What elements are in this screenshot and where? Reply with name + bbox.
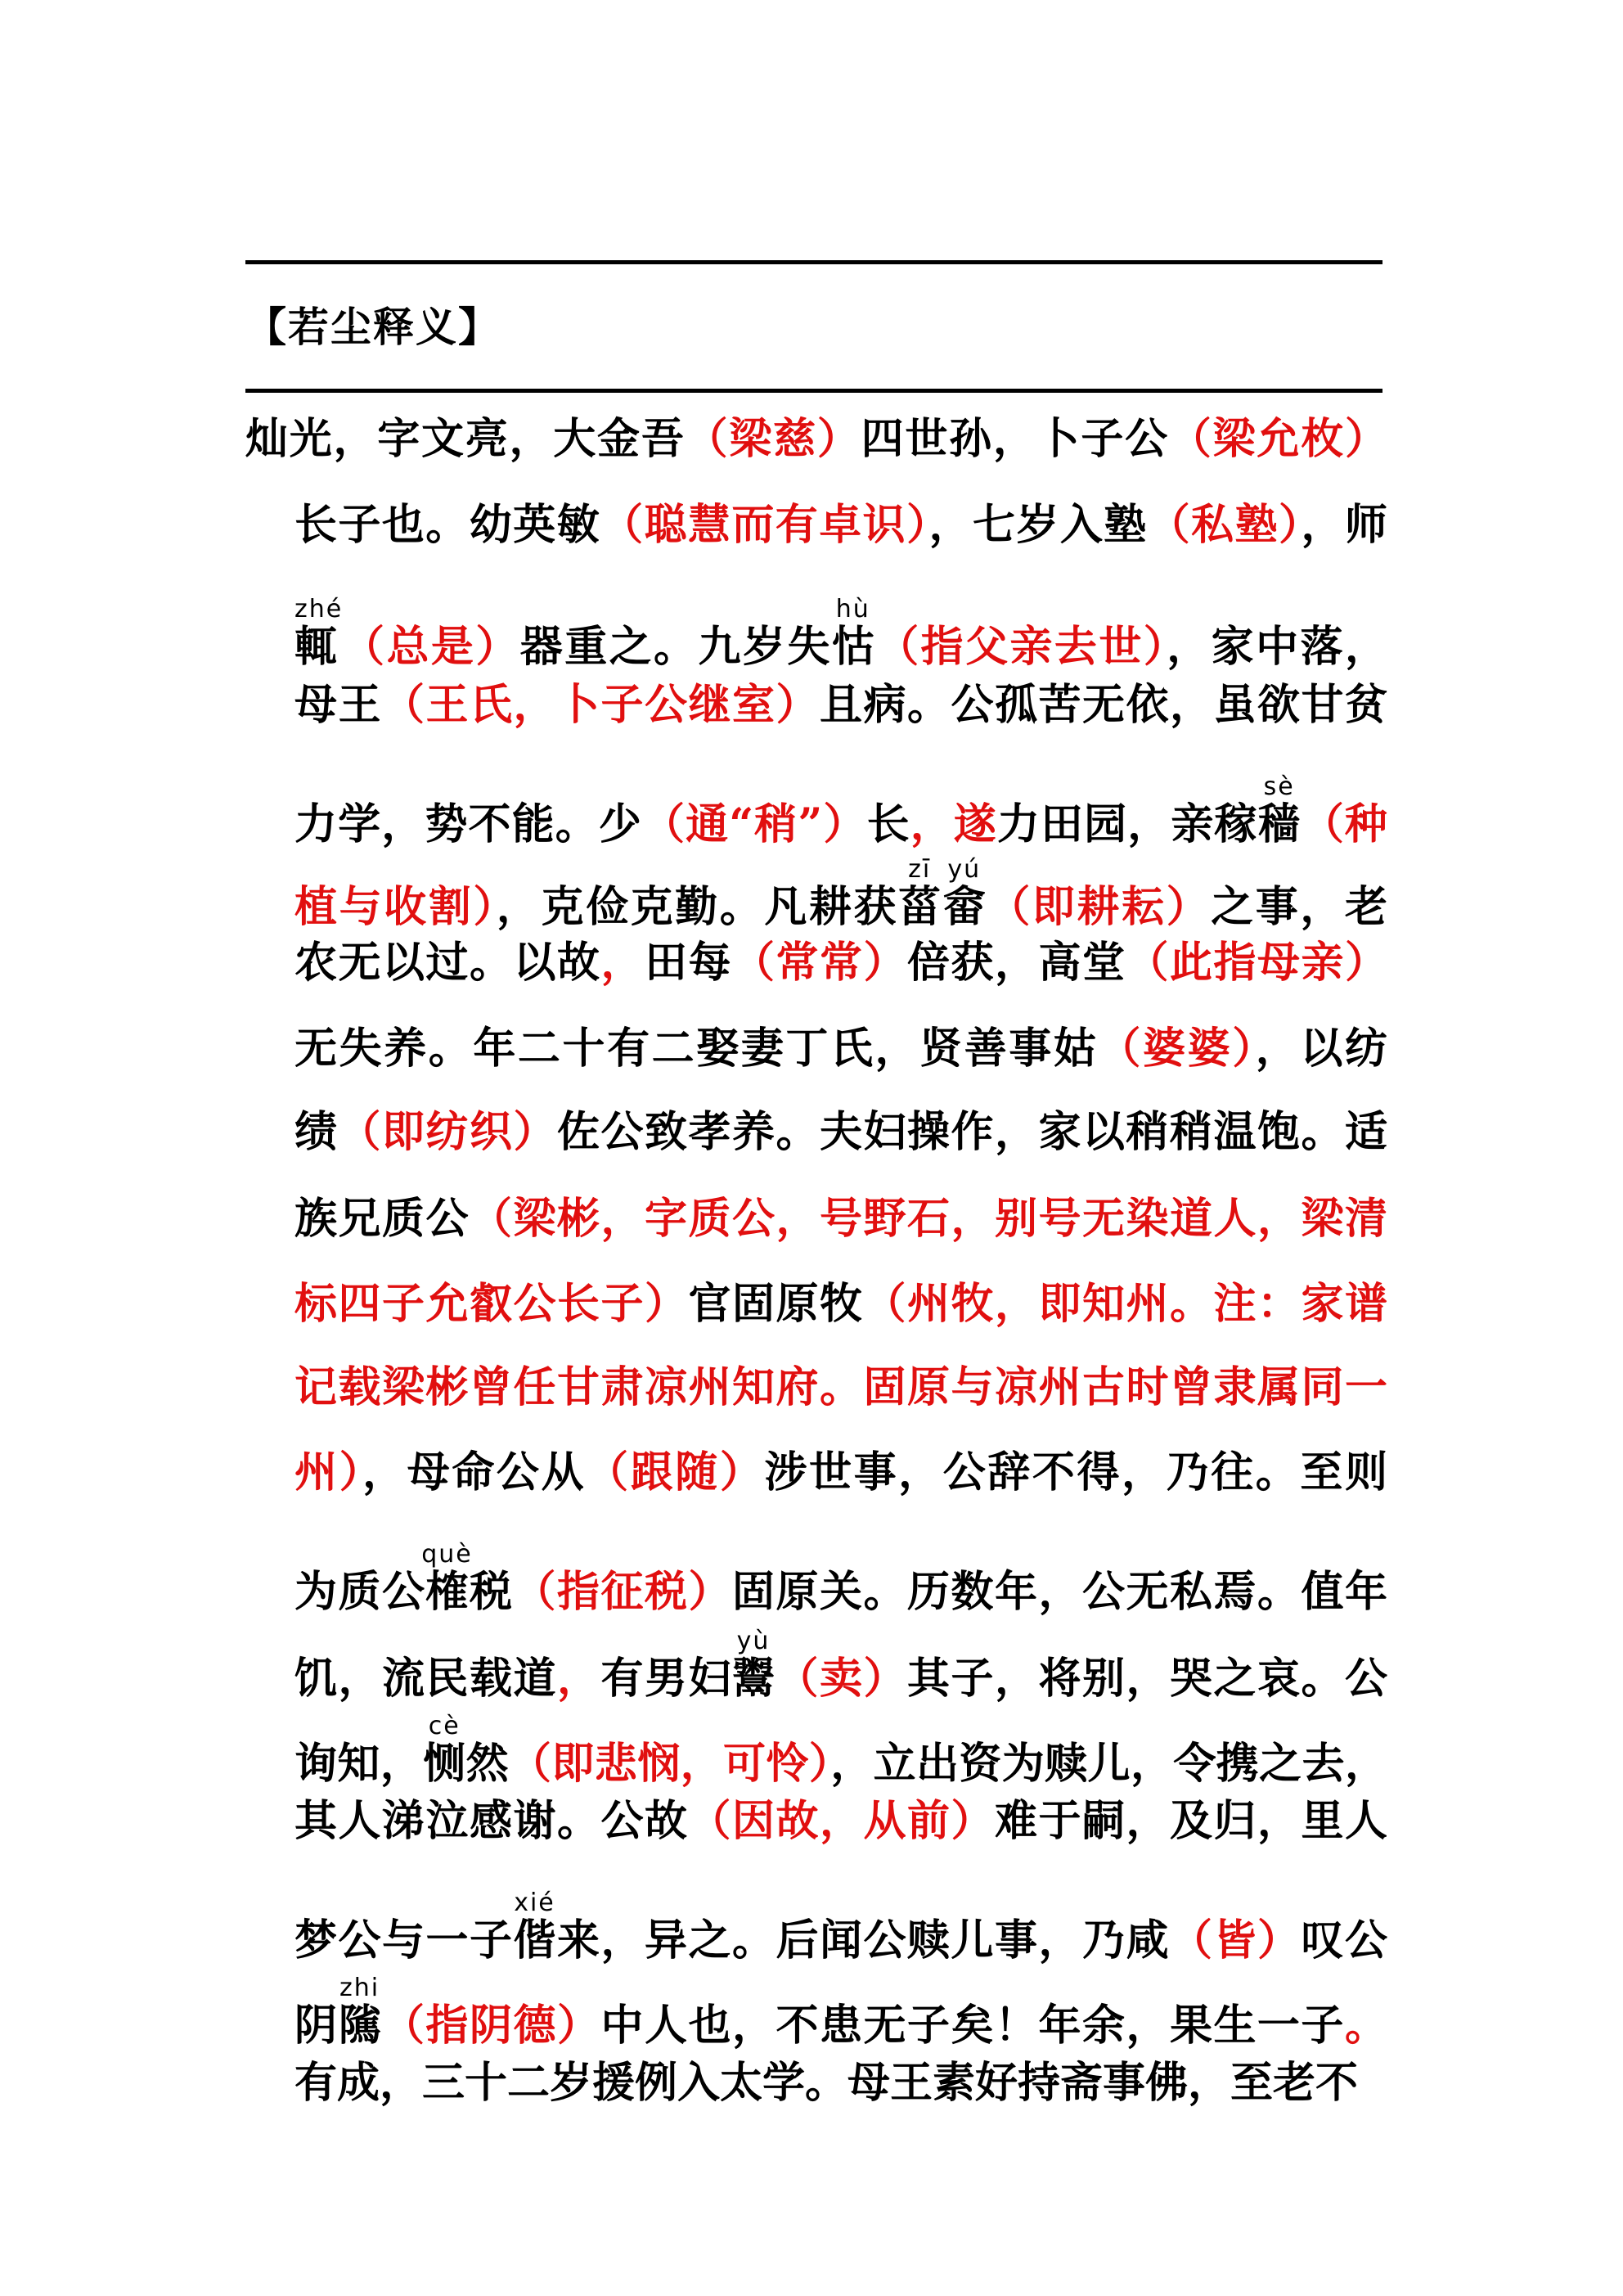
pinyin-annotation: xié xyxy=(513,1889,556,1917)
ruby-base: 怙 xyxy=(831,622,877,672)
ruby-base: 菑 xyxy=(898,882,943,932)
ruby-char xyxy=(423,1712,466,1789)
body-segment: 田每 xyxy=(644,938,732,988)
annotation-text: （即悲悯，可怜） xyxy=(509,1739,831,1789)
pinyin-annotation: yú xyxy=(942,855,986,884)
ruby-char xyxy=(513,1889,557,1965)
ruby-char xyxy=(942,855,988,932)
body-segment: 饥，流民载道 xyxy=(294,1654,557,1704)
body-segment: 农无以过。以故 xyxy=(294,938,601,988)
ruby-char xyxy=(831,595,877,672)
annotation-text: （因故，从前） xyxy=(688,1796,995,1846)
body-segment: 器重之。九岁失 xyxy=(519,622,832,672)
annotation-text: （总是） xyxy=(339,622,520,672)
annotation-text: （梁彬，字质公，号野石，别号无染道人，梁清 xyxy=(470,1194,1387,1244)
ruby-base: 偕 xyxy=(513,1916,557,1965)
text-line xyxy=(294,1362,1387,1412)
annotation-text: （即耕耘） xyxy=(987,882,1212,932)
body-segment: 母王 xyxy=(294,680,382,730)
annotation-text: （梁慈） xyxy=(685,414,861,464)
ruby-base: 榷 xyxy=(421,1567,473,1617)
annotation-text: （跟随） xyxy=(586,1447,765,1497)
top-rule xyxy=(245,260,1382,264)
body-segment: 叹公 xyxy=(1301,1916,1387,1965)
annotation-text: （指征税） xyxy=(513,1567,732,1617)
annotation-text: （即纺织） xyxy=(338,1107,557,1157)
annotation-text: 植与收割） xyxy=(294,882,497,932)
annotation-text: （私塾） xyxy=(1147,500,1302,550)
body-segment: 长 xyxy=(866,799,910,849)
pinyin-annotation: zhé xyxy=(294,595,344,624)
body-segment: 阴 xyxy=(294,2001,339,2051)
ruby-char xyxy=(1257,772,1302,849)
pinyin-annotation: zī xyxy=(898,855,942,884)
annotation-text: （聪慧而有卓识） xyxy=(600,500,929,550)
body-segment: 佐公致孝养。夫妇操作，家以稍稍温饱。适 xyxy=(557,1107,1387,1157)
text-line xyxy=(294,1447,1387,1497)
body-segment: 力学，势不能。少 xyxy=(294,799,642,849)
section-heading: 【若尘释义】 xyxy=(245,303,501,351)
text-line xyxy=(294,1107,1387,1157)
body-segment: 灿光，字文亮，大金吾 xyxy=(245,414,686,464)
ruby-base: 恻 xyxy=(423,1739,466,1789)
body-segment: ，母命公从 xyxy=(362,1447,587,1497)
annotation-text: 标四子允叡公长子） xyxy=(294,1279,689,1329)
annotation-text: （王氏，卜子公继室） xyxy=(382,680,820,730)
annotation-text: （指阴德） xyxy=(382,2001,601,2051)
text-line xyxy=(294,2058,1387,2108)
body-segment: ，立出资为赎儿，令携之去， xyxy=(830,1739,1387,1789)
bottom-rule xyxy=(245,389,1382,393)
body-segment: 无失养。年二十有二娶妻丁氏，贤善事姑 xyxy=(294,1024,1099,1074)
body-segment: 族兄质公 xyxy=(294,1194,470,1244)
body-segment: 难于嗣，及归，里人 xyxy=(994,1796,1387,1846)
text-line xyxy=(294,680,1387,730)
text-line xyxy=(294,500,1387,550)
ruby-base: 畲 xyxy=(942,882,988,932)
annotation-text: （州牧，即知州。注：家谱 xyxy=(863,1279,1387,1329)
text-line xyxy=(294,855,1387,932)
annotation-text: （常常） xyxy=(731,938,907,988)
body-segment: 有成，三十二岁援例入太学。母王素好持斋事佛，至老不 xyxy=(294,2058,1359,2108)
body-segment: 官固原牧 xyxy=(688,1279,864,1329)
text-line xyxy=(294,1540,1387,1617)
ruby-char xyxy=(294,595,344,672)
body-segment: 之事，老 xyxy=(1211,882,1387,932)
annotation-text: 。 xyxy=(1344,2001,1387,2051)
text-line xyxy=(294,1974,1387,2051)
body-segment: 有男妇 xyxy=(600,1654,732,1704)
body-segment: 中人也，不患无子矣！年余，果生一子 xyxy=(600,2001,1345,2051)
ruby-char xyxy=(898,855,943,932)
body-segment: 询知， xyxy=(294,1739,424,1789)
body-segment: 其子，将别，哭之哀。公 xyxy=(906,1654,1387,1704)
text-line xyxy=(294,1627,1387,1704)
text-line xyxy=(294,1279,1387,1329)
pinyin-annotation: zhi xyxy=(338,1974,381,2002)
pinyin-annotation: cè xyxy=(423,1712,466,1740)
ruby-char xyxy=(338,1974,383,2051)
body-segment: 四世孙，卜子公 xyxy=(861,414,1169,464)
body-segment: 涉世事，公辞不得，乃往。至则 xyxy=(764,1447,1387,1497)
annotation-text: （卖） xyxy=(776,1654,907,1704)
text-line xyxy=(294,595,1387,672)
body-segment: 且病。公孤苦无依，虽欲甘贫 xyxy=(819,680,1387,730)
body-segment: 梦公与一子 xyxy=(294,1916,514,1965)
ruby-base: 穑 xyxy=(1257,799,1302,849)
text-line xyxy=(294,938,1387,988)
body-segment: 倍获，高堂 xyxy=(906,938,1126,988)
text-line xyxy=(294,1712,1387,1789)
ruby-char xyxy=(421,1540,473,1617)
annotation-text: （种 xyxy=(1301,799,1387,849)
text-line xyxy=(294,1024,1387,1074)
body-segment: 绩 xyxy=(294,1107,339,1157)
annotation-text: ，遂 xyxy=(910,799,997,849)
text-line xyxy=(294,1194,1387,1244)
pinyin-annotation: què xyxy=(421,1540,473,1569)
text-line xyxy=(294,1796,1387,1846)
ruby-base: 鬻 xyxy=(731,1654,776,1704)
annotation-text: （通“稍”） xyxy=(642,799,867,849)
pinyin-annotation: yù xyxy=(731,1627,775,1655)
annotation-text: （婆婆） xyxy=(1098,1024,1256,1074)
body-segment: ，师 xyxy=(1301,500,1387,550)
ruby-char xyxy=(731,1627,776,1704)
body-segment: ，家中落， xyxy=(1167,622,1387,672)
text-line xyxy=(294,772,1387,849)
body-segment: 来，异之。后闻公赎儿事，乃咸 xyxy=(556,1916,1170,1965)
annotation-text: （皆） xyxy=(1169,1916,1302,1965)
annotation-text: （指父亲去世） xyxy=(876,622,1167,672)
body-segment: ，以纺 xyxy=(1255,1024,1387,1074)
body-segment: ，七岁入塾 xyxy=(928,500,1148,550)
annotation-text: 州） xyxy=(294,1447,363,1497)
body-segment: 其人涕泣感谢。公故 xyxy=(294,1796,689,1846)
text-line xyxy=(245,414,1387,464)
body-segment: ，克俭克勤。凡耕获 xyxy=(496,882,899,932)
annotation-text: （此指母亲） xyxy=(1126,938,1387,988)
body-segment: 长子也。幼英敏 xyxy=(294,500,601,550)
annotation-text: ， xyxy=(600,938,645,988)
body-segment: 然 xyxy=(465,1739,510,1789)
annotation-text: 记载梁彬曾任甘肃凉州知府。固原与凉州古时曾隶属同一 xyxy=(294,1362,1387,1412)
text-line xyxy=(294,1889,1387,1965)
pinyin-annotation: sè xyxy=(1257,772,1301,801)
body-segment: 固原关。历数年，公无私焉。值年 xyxy=(732,1567,1387,1617)
ruby-base: 隲 xyxy=(338,2001,382,2051)
ruby-base: 輒 xyxy=(294,622,344,672)
body-segment: 力田园，亲稼 xyxy=(996,799,1258,849)
annotation-text: （梁允枚） xyxy=(1168,414,1387,464)
body-segment: 为质公 xyxy=(294,1567,426,1617)
body-segment: 税 xyxy=(468,1567,514,1617)
annotation-text: ， xyxy=(556,1654,601,1704)
pinyin-annotation: hù xyxy=(831,595,874,624)
